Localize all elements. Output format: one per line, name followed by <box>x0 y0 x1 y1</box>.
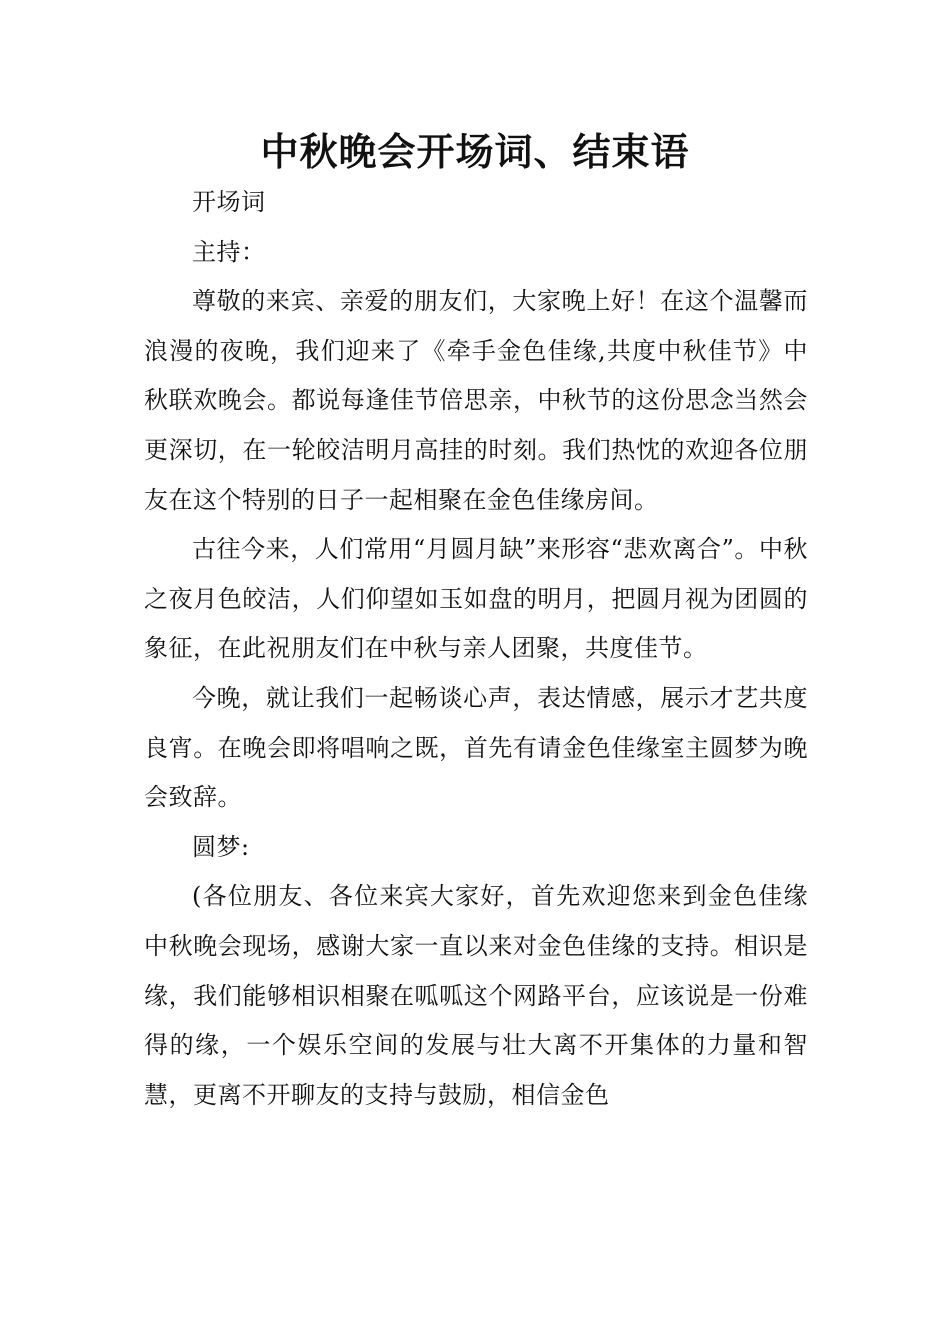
paragraph-speaker-label: 圆梦: <box>192 832 250 861</box>
paragraph-speech: (各位朋友、各位来宾大家好，首先欢迎您来到金色佳缘中秋晚会现场，感谢大家一直以来对金色佳缘的支持。相识是缘，我们能够相识相聚在呱呱这个网路平台，应该说是一份难得的缘，一个娱乐空间的发展与壮大离不开集体的力量和智慧，更离不开聊友的支持与鼓励，相信金色 <box>144 882 808 1109</box>
paragraph-moon-reunion: 古往今来，人们常用“月圆月缺”来形容“悲欢离合”。中秋之夜月色皎洁，人们仰望如玉如盘的明月，把圆月视为团圆的象征，在此祝朋友们在中秋与亲人团聚，共度佳节。 <box>144 535 808 663</box>
paragraph-host-label: 主持： <box>192 237 266 266</box>
paragraph-opening-heading: 开场词 <box>192 188 266 216</box>
document-title: 中秋晚会开场词、结束语 <box>260 129 690 174</box>
document-body <box>144 178 808 1120</box>
paragraph-tonight: 今晚，就让我们一起畅谈心声，表达情感，展示才艺共度良宵。在晚会即将唱响之既，首先有请金色佳缘室主圆梦为晚会致辞。 <box>144 683 808 812</box>
paragraph-welcome: 尊敬的来宾、亲爱的朋友们，大家晚上好！在这个温馨而浪漫的夜晚，我们迎来了《牵手金色佳缘,共度中秋佳节》中秋联欢晚会。都说每逢佳节倍思亲，中秋节的这份思念当然会更深切，在一轮皎洁明月高挂的时刻。我们热忱的欢迎各位朋友在这个特别的日子一起相聚在金色佳缘房间。 <box>144 287 808 514</box>
